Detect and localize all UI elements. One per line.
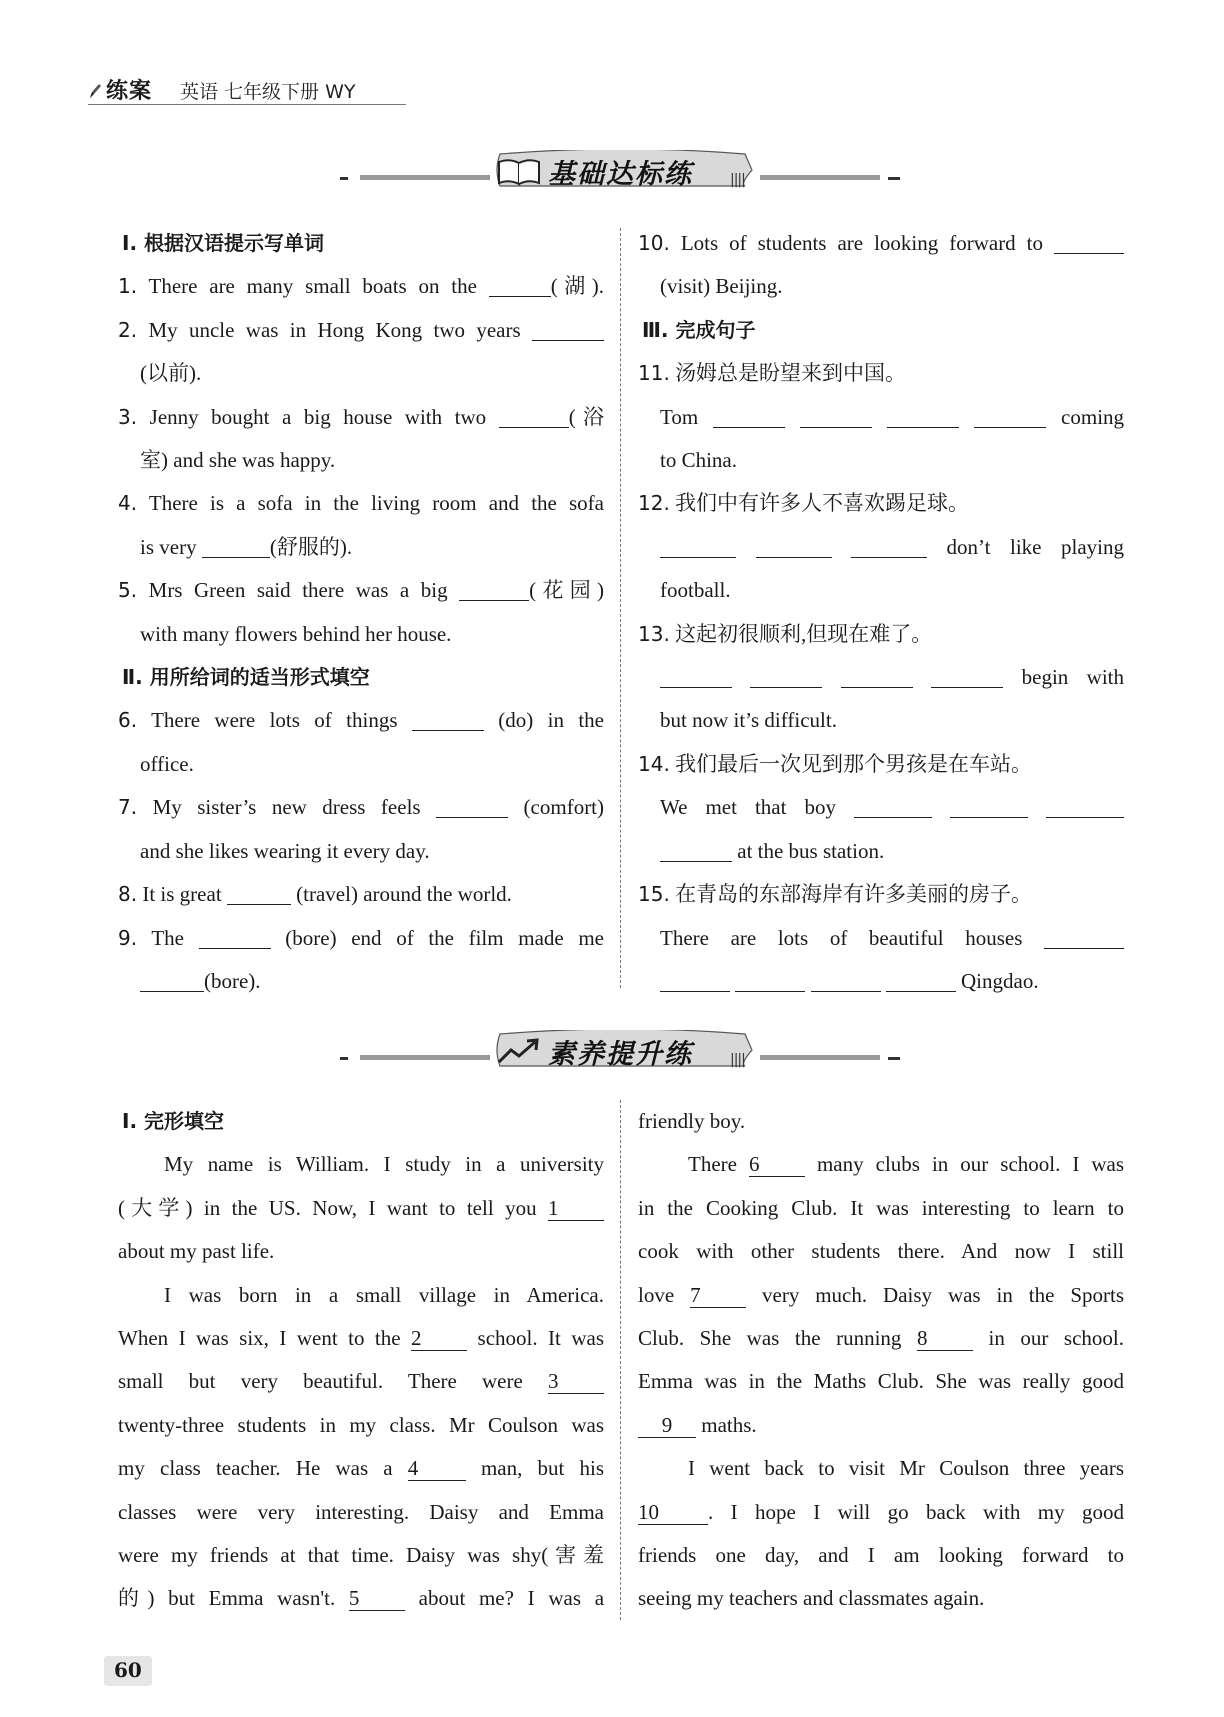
cloze-blank-6[interactable]: 6 (749, 1152, 805, 1177)
book-icon (495, 156, 545, 186)
answer-blank[interactable] (851, 535, 927, 558)
right-column-basic: 10. Lots of students are looking forward to (visit) Beijing. Ⅲ. 完成句子 11. 汤姆总是盼望来到中国。 Tom coming to China. 12. 我们中有许多人不喜欢踢足球。 don’t like playing football. 13. 这起初很顺利,但现在难了。 begin with but now it’s difficult. 14. 我们最后一次见到那个男孩是在车站。 We met that boy at the bus station. 15. 在青岛的东部海岸有许多美丽的房子。 There are lots of beautiful houses Qingdao. (638, 222, 1124, 1003)
question-12: 12. 我们中有许多人不喜欢踢足球。 (638, 491, 970, 516)
question-1: 1. There are many small boats on the (湖). (118, 274, 604, 299)
question-9: 9. The (bore) end of the film made me (118, 925, 605, 950)
answer-blank[interactable] (489, 274, 551, 297)
question-14: 14. 我们最后一次见到那个男孩是在车站。 (638, 751, 1033, 776)
answer-blank[interactable] (459, 578, 529, 601)
question-11: 11. 汤姆总是盼望来到中国。 (638, 361, 907, 386)
cloze-blank-8[interactable]: 8 (917, 1326, 973, 1351)
cloze-blank-4[interactable]: 4 (408, 1456, 466, 1481)
section-heading: Ⅲ. 完成句子 (642, 317, 756, 342)
question-7: 7. My sister’s new dress feels (comfort) (118, 795, 605, 820)
cloze-blank-5[interactable]: 5 (349, 1586, 405, 1611)
answer-blank[interactable] (713, 405, 785, 428)
answer-blank[interactable] (660, 839, 732, 862)
question-13: 13. 这起初很顺利,但现在难了。 (638, 621, 933, 646)
answer-blank[interactable] (841, 665, 913, 688)
answer-blank[interactable] (750, 665, 822, 688)
answer-blank[interactable] (735, 969, 805, 992)
answer-blank[interactable] (974, 405, 1046, 428)
question-2: 2. My uncle was in Hong Kong two years (118, 309, 604, 352)
answer-blank[interactable] (887, 405, 959, 428)
answer-blank[interactable] (660, 535, 736, 558)
answer-blank[interactable] (660, 665, 732, 688)
page-header (88, 70, 406, 105)
answer-blank[interactable] (800, 405, 872, 428)
book-info: 英语 七年级下册 WY (180, 81, 356, 103)
answer-blank[interactable] (950, 795, 1028, 818)
answer-blank[interactable] (499, 405, 569, 428)
cloze-blank-1[interactable]: 1 (548, 1196, 604, 1221)
banner-title: 素养提升练 (548, 1039, 693, 1070)
answer-blank[interactable] (886, 969, 956, 992)
section-heading: Ⅰ. 完形填空 (122, 1109, 225, 1133)
page-number: 60 (104, 1656, 152, 1686)
answer-blank[interactable] (811, 969, 881, 992)
answer-blank[interactable] (854, 795, 932, 818)
cloze-right-column: friendly boy. There 6 many clubs in our school. I was in the Cooking Club. It was interesting to learn to cook with other students there. And now I still love 7 very much. Daisy was in the Sports Club. She was the running 8 in our school. Emma was in the Maths Club. She was really good 9 maths. I went back to visit Mr Coulson three years 10 . I hope I will go back with my good friends one day, and I am looking forward to seeing my teachers and classmates again. (638, 1109, 1125, 1611)
brand-logo (88, 74, 152, 105)
answer-blank[interactable] (1044, 926, 1124, 949)
answer-blank[interactable] (1054, 231, 1124, 254)
answer-blank[interactable] (412, 708, 484, 731)
cloze-blank-9[interactable]: 9 (638, 1413, 696, 1438)
banner-title: 基础达标练 (548, 159, 693, 190)
cloze-blank-10[interactable]: 10 (638, 1500, 708, 1525)
answer-blank[interactable] (1046, 795, 1124, 818)
answer-blank[interactable] (931, 665, 1003, 688)
answer-blank[interactable] (199, 926, 271, 949)
cloze-blank-7[interactable]: 7 (690, 1283, 746, 1308)
trend-up-icon (495, 1036, 545, 1066)
answer-blank[interactable] (227, 882, 291, 905)
answer-blank[interactable] (436, 795, 508, 818)
question-10: 10. Lots of students are looking forward to (638, 222, 1124, 265)
question-3: 3. Jenny bought a big house with two (浴 (118, 404, 605, 429)
section-heading: Ⅰ. 根据汉语提示写单词 (122, 231, 325, 255)
cloze-left-column: Ⅰ. 完形填空 My name is William. I study in a university (大学) in the US. Now, I want to tell you 1 about my past life. I was born in a small village in America. When I was six, I went to the 2 school. It was small but very beautiful. There were 3 twenty-three students in my class. Mr Coulson was my class teacher. He was a 4 man, but his classes were very interesting. Daisy and Emma were my friends at that time. Daisy was shy(害羞 的) but Emma wasn't. 5 about me? I was a (118, 1100, 604, 1621)
question-6: 6. There were lots of things (do) in the (118, 708, 605, 733)
section-banner-basic: 基础达标练 |||| (340, 150, 900, 190)
answer-blank[interactable] (532, 318, 604, 341)
left-column-basic: Ⅰ. 根据汉语提示写单词 1. There are many small boats on the (湖). 2. My uncle was in Hong Kong two years (以前). 3. Jenny bought a big house with two (浴 室) and she was happy. 4. There is a sofa in the living room and the sofa is very (舒服的). 5. Mrs Green said there was a big (花园) with many flowers behind her house. Ⅱ. 用所给词的适当形式填空 6. There were lots of things (do) in the office. 7. My sister’s new dress feels (comfort) and she likes wearing it every day. 8. It is great (travel) around the world. 9. The (bore) end of the film made me (bore). (118, 222, 604, 1003)
answer-blank[interactable] (756, 535, 832, 558)
answer-blank[interactable] (140, 969, 204, 992)
column-divider (620, 1100, 621, 1620)
question-8: 8. It is great (travel) around the world. (118, 882, 512, 907)
section-banner-advanced: 素养提升练 |||| (340, 1030, 900, 1070)
answer-blank[interactable] (202, 535, 270, 558)
brand-text: 练案 (106, 79, 153, 104)
answer-blank[interactable] (660, 969, 730, 992)
question-4: 4. There is a sofa in the living room and the sofa (118, 491, 604, 516)
section-heading: Ⅱ. 用所给词的适当形式填空 (122, 665, 370, 690)
question-5: 5. Mrs Green said there was a big (花园) (118, 578, 605, 603)
question-15: 15. 在青岛的东部海岸有许多美丽的房子。 (638, 882, 1033, 907)
column-divider (620, 228, 621, 988)
cloze-blank-2[interactable]: 2 (411, 1326, 467, 1351)
cloze-blank-3[interactable]: 3 (548, 1369, 604, 1394)
pencil-icon (88, 82, 102, 100)
